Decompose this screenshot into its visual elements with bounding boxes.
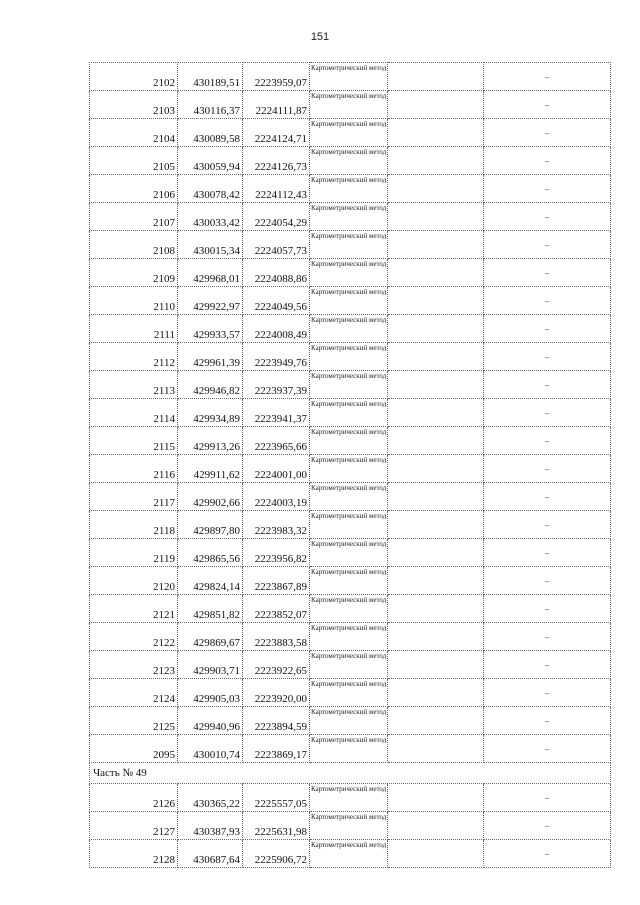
- point-number-cell: 2122: [90, 623, 178, 651]
- empty-cell: [388, 567, 484, 595]
- y-coordinate-cell: 2223956,82: [243, 539, 310, 567]
- y-coordinate-cell: 2224001,00: [243, 455, 310, 483]
- point-number-cell: 2114: [90, 399, 178, 427]
- y-coordinate-cell: 2224126,73: [243, 147, 310, 175]
- method-cell: Картометрический метод: [310, 259, 388, 287]
- y-coordinate-cell: 2224003,19: [243, 483, 310, 511]
- dash-cell: –: [484, 399, 611, 427]
- point-number-cell: 2105: [90, 147, 178, 175]
- x-coordinate-cell: 429824,14: [178, 567, 243, 595]
- table-row: [90, 175, 611, 203]
- x-coordinate-cell: 429922,97: [178, 287, 243, 315]
- y-coordinate-cell: 2224124,71: [243, 119, 310, 147]
- point-number-cell: 2102: [90, 63, 178, 91]
- dash-cell: –: [484, 203, 611, 231]
- method-cell: Картометрический метод: [310, 623, 388, 651]
- dash-cell: –: [484, 623, 611, 651]
- page-number: 151: [310, 31, 330, 43]
- x-coordinate-cell: 430059,94: [178, 147, 243, 175]
- y-coordinate-cell: 2223869,17: [243, 735, 310, 763]
- x-coordinate-cell: 429897,80: [178, 511, 243, 539]
- table-row: [90, 511, 611, 539]
- empty-cell: [388, 784, 484, 812]
- method-cell: Картометрический метод: [310, 651, 388, 679]
- empty-cell: [388, 427, 484, 455]
- x-coordinate-cell: 430365,22: [178, 784, 243, 812]
- dash-cell: –: [484, 343, 611, 371]
- empty-cell: [388, 840, 484, 868]
- method-cell: Картометрический метод: [310, 455, 388, 483]
- dash-cell: –: [484, 147, 611, 175]
- empty-cell: [388, 91, 484, 119]
- table-row: [90, 371, 611, 399]
- method-cell: Картометрический метод: [310, 511, 388, 539]
- point-number-cell: 2104: [90, 119, 178, 147]
- y-coordinate-cell: 2225631,98: [243, 812, 310, 840]
- point-number-cell: 2119: [90, 539, 178, 567]
- dash-cell: –: [484, 231, 611, 259]
- method-cell: Картометрический метод: [310, 287, 388, 315]
- dash-cell: –: [484, 707, 611, 735]
- empty-cell: [388, 315, 484, 343]
- y-coordinate-cell: 2223867,89: [243, 567, 310, 595]
- x-coordinate-cell: 430015,34: [178, 231, 243, 259]
- table-row: [90, 735, 611, 763]
- empty-cell: [388, 735, 484, 763]
- empty-cell: [388, 63, 484, 91]
- method-cell: Картометрический метод: [310, 784, 388, 812]
- dash-cell: –: [484, 483, 611, 511]
- table-row: [90, 427, 611, 455]
- point-number-cell: 2110: [90, 287, 178, 315]
- x-coordinate-cell: 430010,74: [178, 735, 243, 763]
- table-row: [90, 203, 611, 231]
- y-coordinate-cell: 2224057,73: [243, 231, 310, 259]
- x-coordinate-cell: 429946,82: [178, 371, 243, 399]
- empty-cell: [388, 511, 484, 539]
- method-cell: Картометрический метод: [310, 679, 388, 707]
- dash-cell: –: [484, 91, 611, 119]
- empty-cell: [388, 119, 484, 147]
- point-number-cell: 2095: [90, 735, 178, 763]
- dash-cell: –: [484, 455, 611, 483]
- table-row: [90, 679, 611, 707]
- y-coordinate-cell: 2223983,32: [243, 511, 310, 539]
- dash-cell: –: [484, 567, 611, 595]
- y-coordinate-cell: 2224049,56: [243, 287, 310, 315]
- dash-cell: –: [484, 651, 611, 679]
- empty-cell: [388, 679, 484, 707]
- table-row: [90, 399, 611, 427]
- x-coordinate-cell: 429851,82: [178, 595, 243, 623]
- y-coordinate-cell: 2224008,49: [243, 315, 310, 343]
- empty-cell: [388, 812, 484, 840]
- empty-cell: [388, 287, 484, 315]
- x-coordinate-cell: 430189,51: [178, 63, 243, 91]
- empty-cell: [388, 203, 484, 231]
- y-coordinate-cell: 2225906,72: [243, 840, 310, 868]
- dash-cell: –: [484, 315, 611, 343]
- empty-cell: [388, 595, 484, 623]
- dash-cell: –: [484, 840, 611, 868]
- x-coordinate-cell: 429869,67: [178, 623, 243, 651]
- dash-cell: –: [484, 784, 611, 812]
- x-coordinate-cell: 429905,03: [178, 679, 243, 707]
- dash-cell: –: [484, 287, 611, 315]
- method-cell: Картометрический метод: [310, 567, 388, 595]
- point-number-cell: 2128: [90, 840, 178, 868]
- point-number-cell: 2125: [90, 707, 178, 735]
- empty-cell: [388, 455, 484, 483]
- table-row: [90, 259, 611, 287]
- table-row: [90, 231, 611, 259]
- empty-cell: [388, 175, 484, 203]
- x-coordinate-cell: 430116,37: [178, 91, 243, 119]
- empty-cell: [388, 707, 484, 735]
- y-coordinate-cell: 2225557,05: [243, 784, 310, 812]
- y-coordinate-cell: 2223852,07: [243, 595, 310, 623]
- table-row: [90, 315, 611, 343]
- y-coordinate-cell: 2223941,37: [243, 399, 310, 427]
- y-coordinate-cell: 2223949,76: [243, 343, 310, 371]
- point-number-cell: 2117: [90, 483, 178, 511]
- method-cell: Картометрический метод: [310, 371, 388, 399]
- dash-cell: –: [484, 63, 611, 91]
- point-number-cell: 2103: [90, 91, 178, 119]
- method-cell: Картометрический метод: [310, 175, 388, 203]
- point-number-cell: 2115: [90, 427, 178, 455]
- dash-cell: –: [484, 119, 611, 147]
- empty-cell: [388, 399, 484, 427]
- point-number-cell: 2106: [90, 175, 178, 203]
- x-coordinate-cell: 430078,42: [178, 175, 243, 203]
- section-header-row: [90, 763, 611, 784]
- point-number-cell: 2109: [90, 259, 178, 287]
- dash-cell: –: [484, 511, 611, 539]
- y-coordinate-cell: 2223894,59: [243, 707, 310, 735]
- point-number-cell: 2121: [90, 595, 178, 623]
- x-coordinate-cell: 430387,93: [178, 812, 243, 840]
- x-coordinate-cell: 430687,64: [178, 840, 243, 868]
- point-number-cell: 2126: [90, 784, 178, 812]
- empty-cell: [388, 623, 484, 651]
- x-coordinate-cell: 429902,66: [178, 483, 243, 511]
- dash-cell: –: [484, 371, 611, 399]
- y-coordinate-cell: 2224054,29: [243, 203, 310, 231]
- point-number-cell: 2116: [90, 455, 178, 483]
- dash-cell: –: [484, 259, 611, 287]
- method-cell: Картометрический метод: [310, 840, 388, 868]
- x-coordinate-cell: 430089,58: [178, 119, 243, 147]
- method-cell: Картометрический метод: [310, 735, 388, 763]
- method-cell: Картометрический метод: [310, 399, 388, 427]
- method-cell: Картометрический метод: [310, 119, 388, 147]
- point-number-cell: 2112: [90, 343, 178, 371]
- x-coordinate-cell: 429940,96: [178, 707, 243, 735]
- method-cell: Картометрический метод: [310, 63, 388, 91]
- table-row: [90, 840, 611, 868]
- point-number-cell: 2120: [90, 567, 178, 595]
- empty-cell: [388, 371, 484, 399]
- dash-cell: –: [484, 735, 611, 763]
- point-number-cell: 2108: [90, 231, 178, 259]
- x-coordinate-cell: 429933,57: [178, 315, 243, 343]
- table-row: [90, 784, 611, 812]
- method-cell: Картометрический метод: [310, 427, 388, 455]
- dash-cell: –: [484, 539, 611, 567]
- x-coordinate-cell: 429934,89: [178, 399, 243, 427]
- method-cell: Картометрический метод: [310, 595, 388, 623]
- table-row: [90, 539, 611, 567]
- y-coordinate-cell: 2223937,39: [243, 371, 310, 399]
- y-coordinate-cell: 2224112,43: [243, 175, 310, 203]
- point-number-cell: 2123: [90, 651, 178, 679]
- y-coordinate-cell: 2224088,86: [243, 259, 310, 287]
- table-row: [90, 595, 611, 623]
- empty-cell: [388, 539, 484, 567]
- x-coordinate-cell: 429903,71: [178, 651, 243, 679]
- table-row: [90, 623, 611, 651]
- dash-cell: –: [484, 595, 611, 623]
- empty-cell: [388, 147, 484, 175]
- table-row: [90, 343, 611, 371]
- table-row: [90, 707, 611, 735]
- x-coordinate-cell: 430033,42: [178, 203, 243, 231]
- y-coordinate-cell: 2223922,65: [243, 651, 310, 679]
- method-cell: Картометрический метод: [310, 707, 388, 735]
- method-cell: Картометрический метод: [310, 203, 388, 231]
- dash-cell: –: [484, 679, 611, 707]
- method-cell: Картометрический метод: [310, 231, 388, 259]
- empty-cell: [388, 483, 484, 511]
- y-coordinate-cell: 2223965,66: [243, 427, 310, 455]
- table-row: [90, 455, 611, 483]
- table-row: [90, 651, 611, 679]
- table-row: [90, 483, 611, 511]
- dash-cell: –: [484, 175, 611, 203]
- dash-cell: –: [484, 812, 611, 840]
- method-cell: Картометрический метод: [310, 343, 388, 371]
- point-number-cell: 2113: [90, 371, 178, 399]
- empty-cell: [388, 651, 484, 679]
- method-cell: Картометрический метод: [310, 91, 388, 119]
- x-coordinate-cell: 429865,56: [178, 539, 243, 567]
- x-coordinate-cell: 429911,62: [178, 455, 243, 483]
- table-row: [90, 91, 611, 119]
- y-coordinate-cell: 2224111,87: [243, 91, 310, 119]
- method-cell: Картометрический метод: [310, 539, 388, 567]
- point-number-cell: 2111: [90, 315, 178, 343]
- coordinates-table-body: [90, 63, 611, 868]
- table-row: [90, 287, 611, 315]
- table-row: [90, 119, 611, 147]
- point-number-cell: 2107: [90, 203, 178, 231]
- table-row: [90, 63, 611, 91]
- x-coordinate-cell: 429913,26: [178, 427, 243, 455]
- method-cell: Картометрический метод: [310, 315, 388, 343]
- point-number-cell: 2127: [90, 812, 178, 840]
- x-coordinate-cell: 429968,01: [178, 259, 243, 287]
- empty-cell: [388, 343, 484, 371]
- x-coordinate-cell: 429961,39: [178, 343, 243, 371]
- table-row: [90, 567, 611, 595]
- coordinates-table: [89, 62, 611, 868]
- point-number-cell: 2118: [90, 511, 178, 539]
- point-number-cell: 2124: [90, 679, 178, 707]
- y-coordinate-cell: 2223959,07: [243, 63, 310, 91]
- table-row: [90, 812, 611, 840]
- dash-cell: –: [484, 427, 611, 455]
- method-cell: Картометрический метод: [310, 483, 388, 511]
- method-cell: Картометрический метод: [310, 147, 388, 175]
- method-cell: Картометрический метод: [310, 812, 388, 840]
- empty-cell: [388, 231, 484, 259]
- y-coordinate-cell: 2223883,58: [243, 623, 310, 651]
- empty-cell: [388, 259, 484, 287]
- section-title: Часть № 49: [90, 763, 611, 784]
- table-row: [90, 147, 611, 175]
- y-coordinate-cell: 2223920,00: [243, 679, 310, 707]
